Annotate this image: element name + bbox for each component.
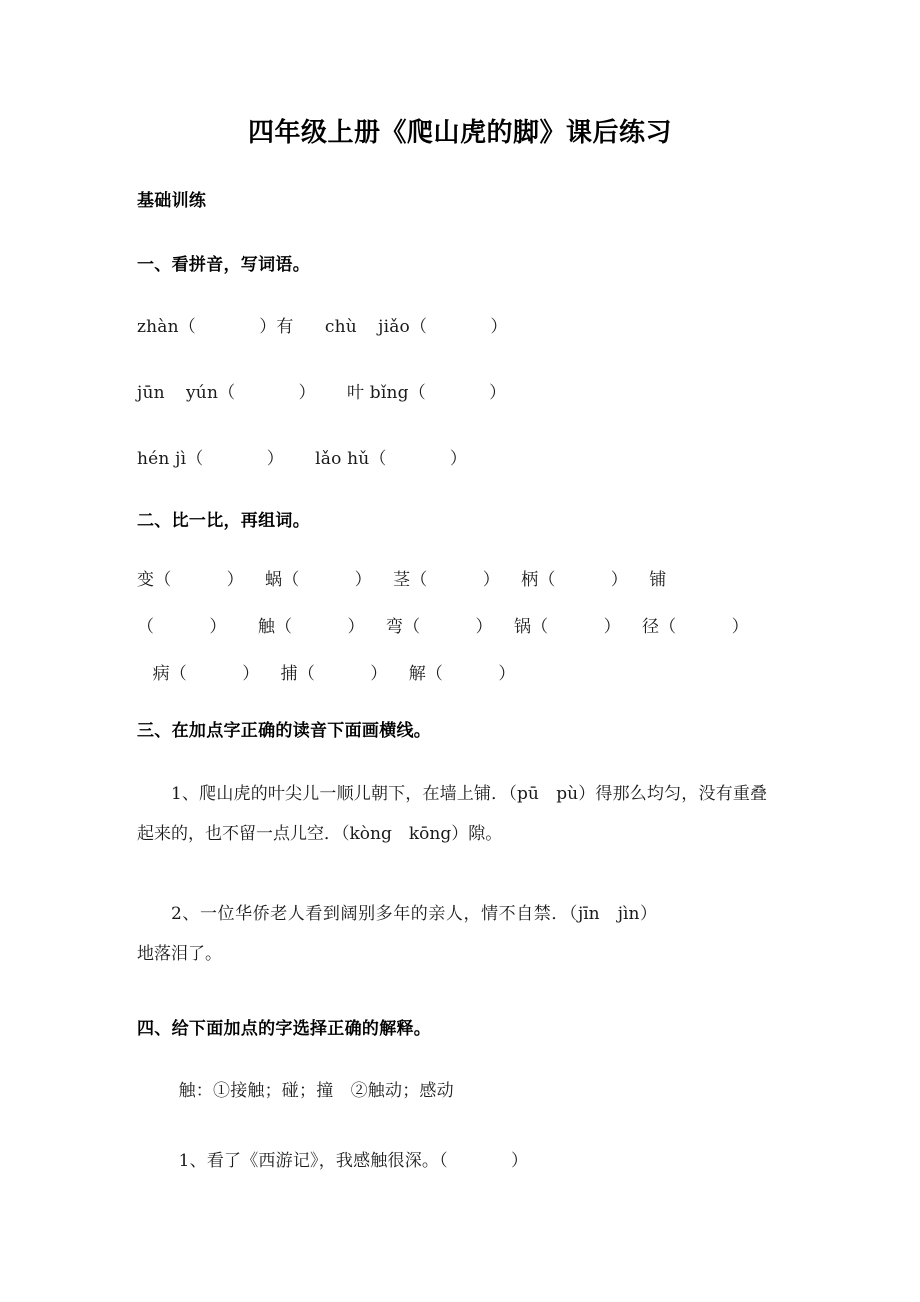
char-guo-close: ）: [603, 617, 621, 637]
char-bian: 变（: [137, 570, 172, 590]
char-bu: 捕（: [280, 664, 316, 684]
char-guo: 锅（: [513, 617, 549, 637]
char-jing2-close: ）: [731, 617, 749, 637]
char-bing-close: ）: [242, 664, 260, 684]
exercise-four-question-1: [137, 1146, 528, 1171]
pinyin-ye-bing-close: ）: [489, 383, 507, 403]
pinyin-lao-hu: lǎo hǔ（: [315, 449, 387, 469]
pinyin-line-2: [137, 378, 506, 403]
compare-row-2: [137, 612, 749, 637]
pinyin-hen-ji-close: ）: [266, 449, 284, 469]
exercise-three-item-1[interactable]: [137, 774, 767, 854]
char-pu: 铺: [649, 570, 667, 590]
pinyin-jun: jūn: [137, 383, 165, 403]
pinyin-jiao: jiǎo（: [378, 317, 428, 337]
pinyin-zhan: zhàn（: [137, 317, 196, 337]
exercise-three-item-2[interactable]: [137, 894, 657, 974]
exercise-four-definition: 触：①接触；碰；撞 ②触动；感动: [178, 1081, 454, 1101]
char-bing: 病（: [152, 664, 188, 684]
page-title: 四年级上册《爬山虎的脚》课后练习: [247, 118, 672, 148]
char-chu-close: ）: [347, 617, 365, 637]
exercise-four-question-1-text: 1、看了《西游记》，我感触很深。（: [178, 1151, 448, 1171]
compare-row-1: [137, 565, 666, 590]
char-jing-close: ）: [482, 570, 500, 590]
char-wo-close: ）: [354, 570, 372, 590]
exercise-three-heading: 三、在加点字正确的读音下面画横线。: [137, 721, 432, 741]
char-bing2-close: ）: [610, 570, 628, 590]
char-blank-close: ）: [209, 617, 227, 637]
pinyin-hen-ji: hén jì（: [137, 449, 204, 469]
exercise-three-item-1-text: 1、爬山虎的叶尖儿一顺儿朝下，在墙上铺．（pū pù）得那么均匀，没有重叠起来的，也不留一点儿空．（kòng kōng）隙。: [137, 784, 767, 844]
pinyin-jiao-close: ）: [490, 317, 508, 337]
char-jing: 茎（: [393, 570, 428, 590]
char-jing2: 径（: [641, 617, 677, 637]
char-blank-open: （: [137, 617, 155, 637]
pinyin-zhan-close: ）有: [259, 317, 294, 337]
pinyin-line-1: [137, 312, 508, 337]
section-label-basic-training: 基础训练: [137, 191, 207, 211]
exercise-four-question-1-close: ）: [511, 1151, 529, 1171]
pinyin-line-3: [137, 444, 467, 469]
char-wo: 蜗（: [265, 570, 300, 590]
pinyin-lao-hu-close: ）: [449, 449, 468, 469]
char-jie-close: ）: [498, 664, 516, 684]
exercise-two-heading: 二、比一比，再组词。: [137, 511, 310, 531]
pinyin-yun-close: ）: [298, 383, 316, 403]
compare-row-3: [137, 659, 516, 684]
exercise-four-definition-line: [137, 1076, 454, 1101]
char-jie: 解（: [408, 664, 444, 684]
char-wan: 弯（: [385, 617, 421, 637]
char-chu: 触（: [257, 617, 293, 637]
char-bing2: 柄（: [521, 570, 556, 590]
pinyin-ye-bing: 叶 bǐng（: [346, 383, 426, 403]
pinyin-chu: chù: [324, 317, 357, 337]
exercise-one-heading: 一、看拼音，写词语。: [137, 255, 310, 275]
exercise-four-heading: 四、给下面加点的字选择正确的解释。: [137, 1019, 432, 1039]
char-bu-close: ）: [370, 664, 388, 684]
char-bian-close: ）: [226, 570, 244, 590]
pinyin-yun: yún（: [186, 383, 236, 403]
exercise-three-item-2-text: 2、一位华侨老人看到阔别多年的亲人，情不自禁．（jīn jìn）地落泪了。: [137, 904, 657, 964]
char-wan-close: ）: [475, 617, 493, 637]
